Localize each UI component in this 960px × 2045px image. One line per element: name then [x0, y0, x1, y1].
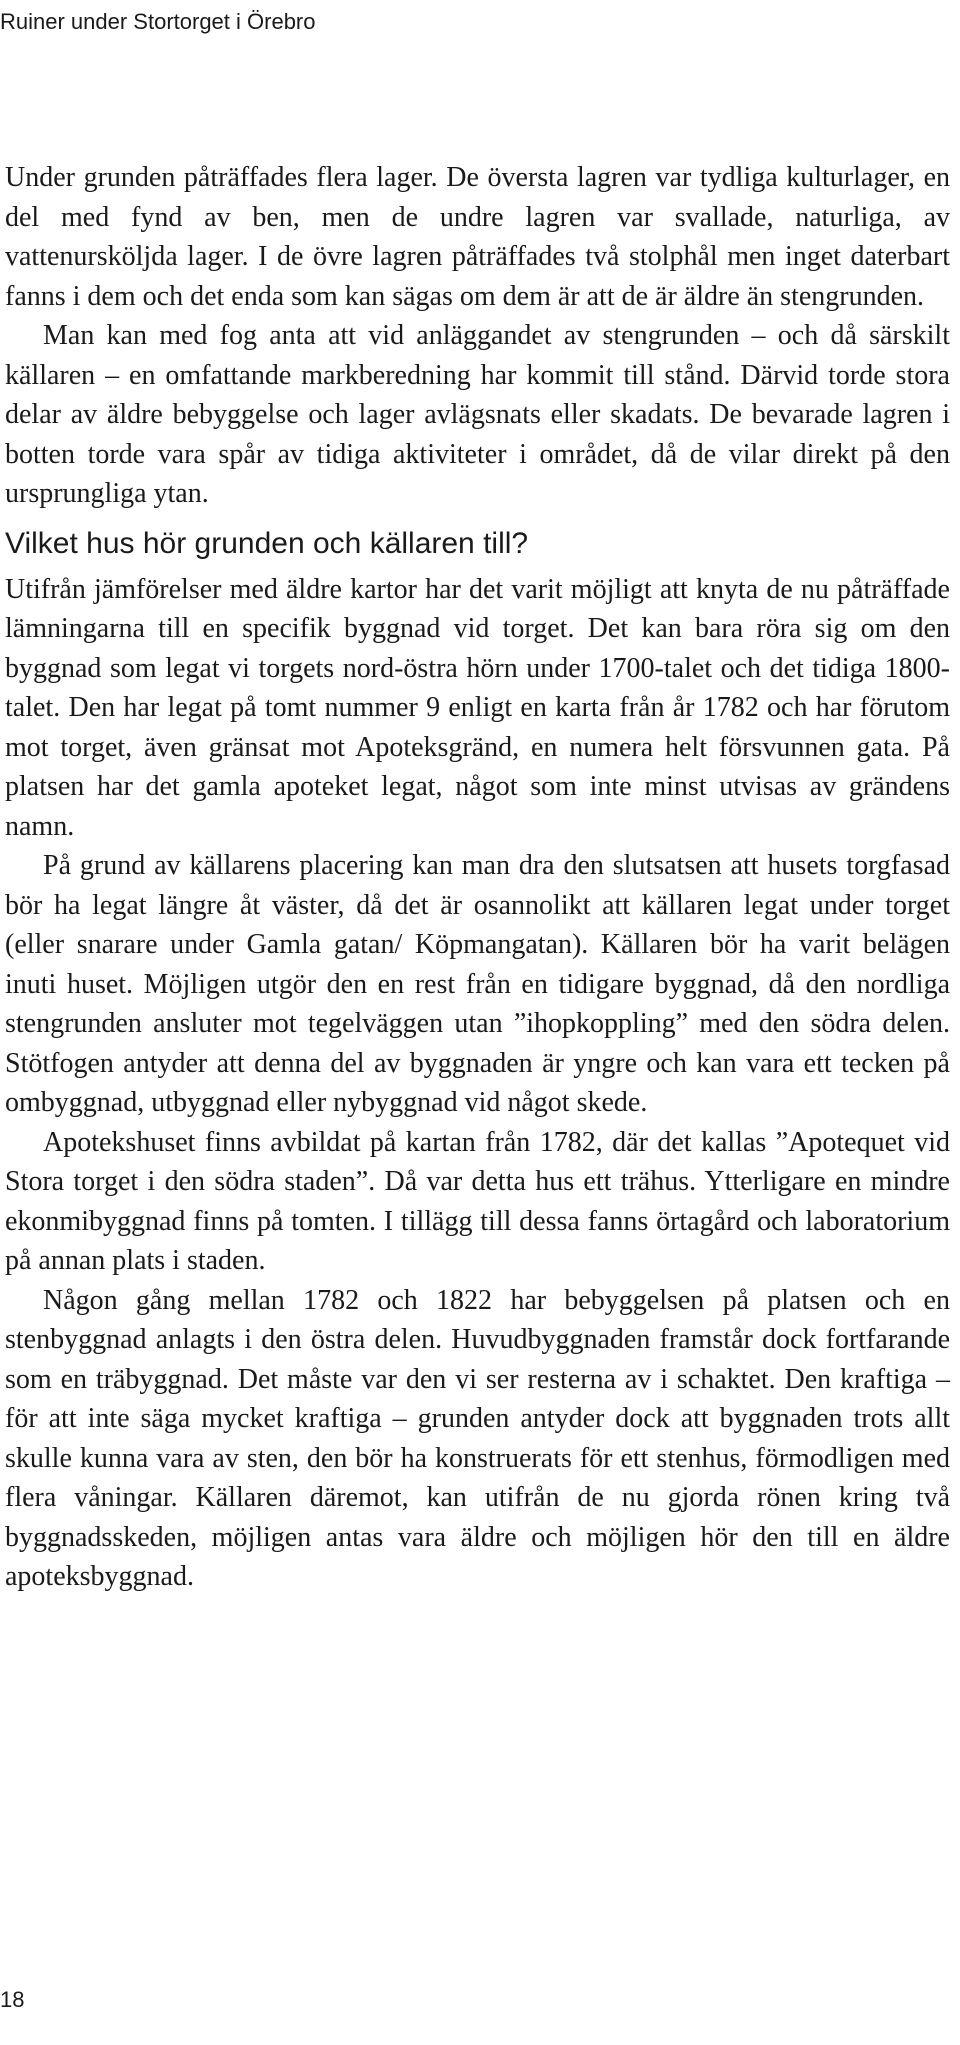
- paragraph: Någon gång mellan 1782 och 1822 har bebyggelsen på platsen och en stenbyggnad anlagts i den östra delen. Huvudbyggnaden framstår dock fortfarande som en träbyggnad. Det måste var den vi ser resterna av i schaktet. Den kraftiga – för att inte säga mycket kraftiga – grunden antyder dock att byggnaden trots allt skulle kunna vara av sten, den bör ha konstruerats för ett stenhus, förmodligen med flera våningar. Källaren däremot, kan utifrån de nu gjorda rönen kring två byggnadsskeden, möjligen antas vara äldre och möjligen hör den till en äldre apoteksbyggnad.: [5, 1284, 950, 1592]
- paragraph: Man kan med fog anta att vid anläggandet av stengrunden – och då särskilt källaren – en omfattande markberedning har kommit till stånd. Därvid torde stora delar av äldre bebyggelse och lager avlägsnats eller skadats. De bevarade lagren i botten torde vara spår av tidiga aktiviteter i området, då de vilar direkt på den ursprungliga ytan.: [5, 320, 950, 509]
- body-text: [5, 158, 950, 1597]
- running-header: Ruiner under Stortorget i Örebro: [0, 9, 316, 34]
- paragraph: På grund av källarens placering kan man dra den slutsatsen att husets torgfasad bör ha legat längre åt väster, då det är osannolikt att källaren legat under torget (eller snarare under Gamla gatan/ Köpmangatan). Källaren bör ha varit belägen inuti huset. Möjligen utgör den en rest från en tidigare byggnad, då den nordliga stengrunden ansluter mot tegelväggen utan ”ihopkoppling” med den södra delen. Stötfogen antyder att denna del av byggnaden är yngre och kan vara ett tecken på ombyggnad, utbyggnad eller nybyggnad vid något skede.: [5, 850, 950, 1118]
- paragraph: Apotekshuset finns avbildat på kartan från 1782, där det kallas ”Apotequet vid Stora torget i den södra staden”. Då var detta hus ett trähus. Ytterligare en mindre ekonmibyggnad finns på tomten. I tillägg till dessa fanns örtagård och laboratorium på annan plats i staden.: [5, 1126, 950, 1276]
- section-heading: Vilket hus hör grunden och källaren till?: [5, 526, 529, 560]
- page-number: 18: [0, 1987, 25, 2012]
- paragraph: Utifrån jämförelser med äldre kartor har det varit möjligt att knyta de nu påträffade lämningarna till en specifik byggnad vid torget. Det kan bara röra sig om den byggnad som legat vi torgets nord-östra hörn under 1700-talet och det tidiga 1800-talet. Den har legat på tomt nummer 9 enligt en karta från år 1782 och har förutom mot torget, även gränsat mot Apoteksgränd, en numera helt försvunnen gata. På platsen har det gamla apoteket legat, något som inte minst utvisas av grändens namn.: [5, 573, 950, 842]
- paragraph: Under grunden påträffades flera lager. De översta lagren var tydliga kulturlager, en del med fynd av ben, men de undre lagren var svallade, naturliga, av vattenursköljda lager. I de övre lagren påträffades två stolphål men inget daterbart fanns i dem och det enda som kan sägas om dem är att de är äldre än stengrunden.: [5, 162, 950, 312]
